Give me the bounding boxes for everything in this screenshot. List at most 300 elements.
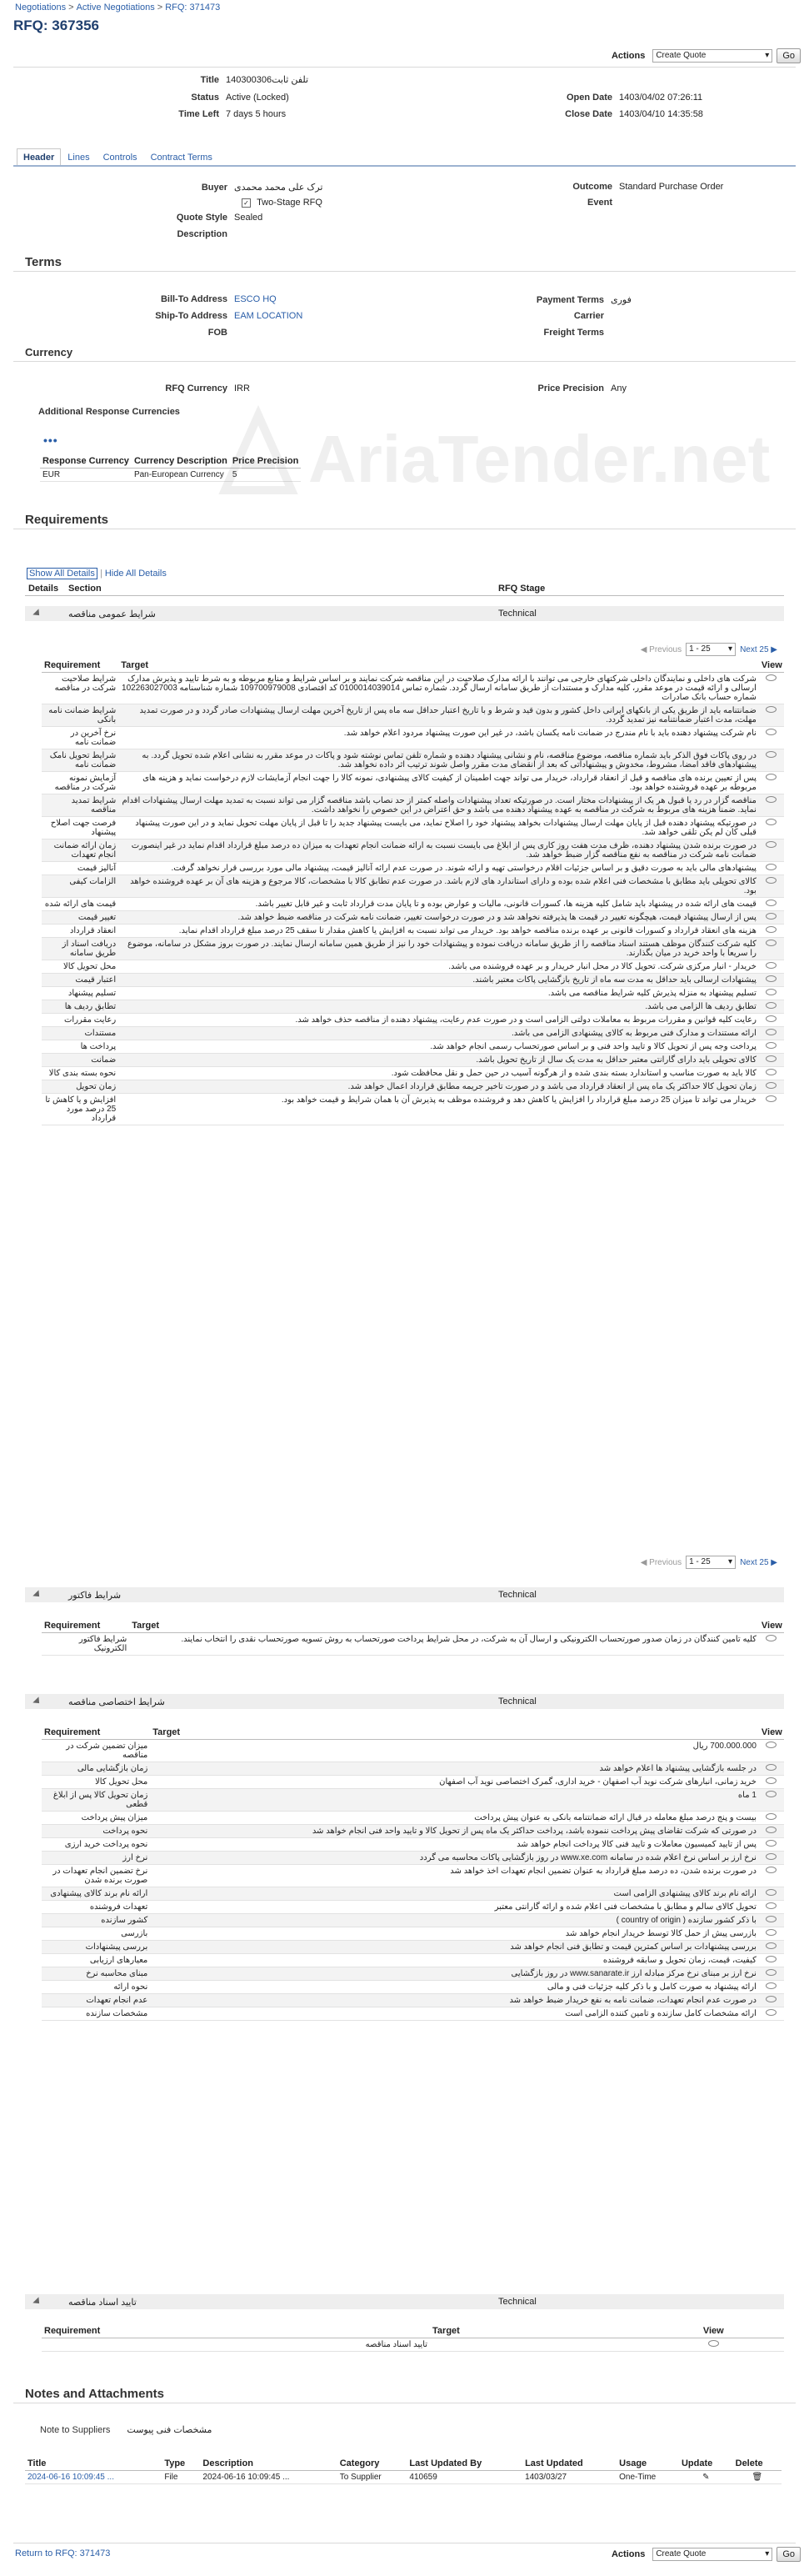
col-view: View <box>643 2324 784 2338</box>
rfq-currency-field: RFQ Currency IRR <box>165 383 250 393</box>
requirement-name: تسلیم پیشنهاد <box>42 987 118 1000</box>
chevron-down-icon: ▾ <box>728 644 733 654</box>
actions-bar-bottom <box>612 2547 801 2562</box>
requirement-name: کشور سازنده <box>42 1914 150 1927</box>
requirement-row <box>42 1633 784 1656</box>
requirement-row <box>42 1852 784 1865</box>
view-eye-icon[interactable] <box>766 1982 777 1989</box>
page-title: RFQ: 367356 <box>13 18 99 33</box>
watermark-logo <box>192 398 771 507</box>
requirement-name: مشخصات سازنده <box>42 2007 150 2021</box>
requirement-target: ارائه مستندات و مدارک فنی مربوط به کالای پیشنهادی الزامی می باشد. <box>118 1027 759 1040</box>
view-eye-icon[interactable] <box>766 1029 777 1035</box>
col-delete: Delete <box>733 2457 782 2471</box>
requirement-name: عدم انجام تعهدات <box>42 1994 150 2007</box>
col-usage[interactable]: Usage <box>617 2457 679 2471</box>
requirement-name: دریافت اسناد از طریق سامانه <box>42 938 118 960</box>
requirement-row <box>42 673 784 704</box>
requirement-target: کالای تحویلی باید مطابق با مشخصات فنی اعلام شده بوده و دارای استاندارد های لازم باشد. در صورت عدم تطابق کالا با مشخصات، کالا مرجوع و هزینه های آن بر عهده فروشنده خواهد بود. <box>118 875 759 898</box>
requirement-row <box>42 925 784 938</box>
view-eye-icon[interactable] <box>766 1082 777 1089</box>
requirement-row <box>42 1027 784 1040</box>
tab-lines[interactable]: Lines <box>67 153 90 163</box>
freight-terms-field: Freight Terms <box>543 328 604 338</box>
requirement-name: محل تحویل کالا <box>42 1776 150 1789</box>
requirement-row <box>42 1789 784 1812</box>
previous-link: ◀ Previous <box>640 1557 682 1567</box>
requirement-name: تغییر قیمت <box>42 911 118 925</box>
page-range-select[interactable]: 1 - 25 ▾ <box>686 1556 736 1569</box>
requirement-target: کلیه شرکت کنندگان موظف هستند اسناد مناقصه را از طریق سامانه دریافت نموده و پیشنهادات خود را نیز از طریق همین سامانه ارسال نمایند. در صورت بروز مشکل در سامانه، موضوع را سریعا با واحد خرید در میان بگذارند. <box>118 938 759 960</box>
requirements-table <box>42 2324 784 2352</box>
view-eye-icon[interactable] <box>766 1635 777 1641</box>
requirement-row <box>42 1887 784 1901</box>
view-eye-icon[interactable] <box>766 1840 777 1847</box>
breadcrumb-separator: > <box>157 3 163 13</box>
requirement-name: افزایش و یا کاهش تا 25 درصد مورد قرارداد <box>42 1094 118 1125</box>
view-eye-icon[interactable] <box>766 1969 777 1976</box>
breadcrumb <box>15 3 220 13</box>
ship-to-link[interactable]: EAM LOCATION <box>234 311 303 321</box>
view-eye-icon[interactable] <box>766 1777 777 1784</box>
two-stage-checkbox: ✓ <box>242 198 251 208</box>
requirement-row <box>42 794 784 817</box>
requirement-target: در صورت عدم انجام تعهدات، ضمانت نامه به نفع خریدار ضبط خواهد شد <box>150 1994 759 2007</box>
requirement-target: در صورت برنده شدن، ده درصد مبلغ قرارداد به عنوان تضمین انجام تعهدات اخذ خواهد شد <box>150 1865 759 1887</box>
requirement-target: کلیه تامین کنندگان در زمان صدور صورتحساب الکترونیکی و ارسال آن به شرکت، در محل شرایط پرداخت صورتحساب به روش تسویه صورتحساب نقدی را انتخاب نمایند. <box>129 1633 759 1656</box>
view-eye-icon[interactable] <box>766 841 777 848</box>
view-eye-icon[interactable] <box>766 1902 777 1909</box>
requirement-name: فرصت جهت اصلاح پیشنهاد <box>42 817 118 839</box>
tab-controls[interactable]: Controls <box>102 153 137 163</box>
status-field: Status Active (Locked) <box>191 93 289 103</box>
bill-to-field: Bill-To Address ESCO HQ <box>160 294 277 304</box>
go-button[interactable]: Go <box>777 48 801 63</box>
requirement-name: ارائه نام برند کالای پیشنهادی <box>42 1887 150 1901</box>
requirement-target: ارائه مشخصات کامل سازنده و تامین کننده الزامی است <box>150 2007 759 2021</box>
requirement-target: پیشنهادات ارسالی باید حداقل به مدت سه ماه از تاریخ بازگشایی پاکات معتبر باشند. <box>118 974 759 987</box>
requirements-heading: Requirements <box>25 513 109 527</box>
currency-heading: Currency <box>25 346 73 358</box>
view-eye-icon[interactable] <box>766 1742 777 1748</box>
requirement-name: زمان بازگشایی مالی <box>42 1762 150 1776</box>
table-row: EUR Pan-European Currency 5 <box>40 469 301 482</box>
view-eye-icon[interactable] <box>766 1042 777 1049</box>
requirement-target: پس از ارسال پیشنهاد قیمت، هیچگونه تغییر در قیمت ها پذیرفته نخواهد شد و در صورت درخواست تغییر، ضمانت نامه شرکت در مناقصه ضبط خواهد شد. <box>118 911 759 925</box>
col-target: Target <box>430 2324 643 2338</box>
col-target: Target <box>150 1726 759 1740</box>
collapse-triangle-icon[interactable] <box>32 609 42 618</box>
requirement-name: نرخ آخرین در ضمانت نامه <box>42 727 118 749</box>
tab-header[interactable]: Header <box>17 148 61 166</box>
pagination <box>641 643 777 656</box>
section-name: شرایط فاکتور <box>68 1590 122 1601</box>
actions-bar-top <box>612 48 801 63</box>
requirement-target: پس از تایید کمیسیون معاملات و تایید فنی کالا پرداخت انجام خواهد شد <box>150 1838 759 1852</box>
requirement-target: خرید زمانی، انبارهای شرکت نوید آب اصفهان - خرید اداری، گمرک اختصاصی نوید آب اصفهان <box>150 1776 759 1789</box>
view-eye-icon[interactable] <box>766 796 777 803</box>
requirement-name: شرایط فاکتور الکترونیک <box>42 1633 129 1656</box>
view-eye-icon[interactable] <box>766 1813 777 1820</box>
requirement-row <box>42 1838 784 1852</box>
col-type[interactable]: Type <box>162 2457 200 2471</box>
requirement-name: نرخ تضمین انجام تعهدات در صورت برنده شدن <box>42 1865 150 1887</box>
requirement-name: اعتبار قیمت <box>42 974 118 987</box>
requirement-target: بیست و پنج درصد مبلغ معامله در قبال ارائه ضمانتنامه بانکی به عنوان پیش پرداخت <box>150 1812 759 1825</box>
requirement-target: 1 ماه <box>150 1789 759 1812</box>
requirement-name: نحوه ارائه <box>42 1981 150 1994</box>
description-field: Description <box>177 229 227 239</box>
col-target: Target <box>118 659 759 673</box>
requirement-row <box>42 817 784 839</box>
carrier-field: Carrier <box>573 311 604 321</box>
view-eye-icon[interactable] <box>766 1942 777 1949</box>
requirement-row <box>42 749 784 772</box>
requirement-target: پیشنهادهای مالی باید به صورت دقیق و بر اساس جزئیات اقلام درخواستی تهیه و ارائه شوند. در صورت عدم ارائه آنالیز قیمت، پیشنهاد مالی مورد بررسی قرار نخواهد گرفت. <box>118 862 759 875</box>
requirement-target: نرخ ارز بر مبنای نرخ مرکز مبادله ارز www.sanarate.ir در روز بازگشایی <box>150 1967 759 1981</box>
view-eye-icon[interactable] <box>766 2009 777 2016</box>
requirement-row <box>42 1941 784 1954</box>
requirement-target: در صورت برنده شدن پیشنهاد دهنده، ظرف مدت هفت روز کاری پس از ابلاغ می بایست نسبت به ارائه ضمانت انجام تعهدات به میزان ده درصد مبلغ قرارداد اقدام نماید در غیر اینصورت ضمانت نامه شرکت در مناقصه به نفع مناقصه گزار ضبط خواهد شد. <box>118 839 759 862</box>
next-link[interactable]: Next 25 ▶ <box>740 1557 777 1567</box>
view-eye-icon[interactable] <box>766 1956 777 1962</box>
additional-currencies-heading: Additional Response Currencies <box>38 407 180 417</box>
go-button[interactable]: Go <box>777 2547 801 2562</box>
requirement-name: شرایط صلاحیت شرکت در مناقصه <box>42 673 118 704</box>
requirement-row <box>42 1825 784 1838</box>
tab-bar <box>17 148 219 166</box>
requirement-name: میزان پیش پرداخت <box>42 1812 150 1825</box>
fob-field: FOB <box>207 328 227 338</box>
outcome-field: Outcome Standard Purchase Order <box>572 182 724 192</box>
view-eye-icon[interactable] <box>766 751 777 758</box>
requirement-row <box>42 862 784 875</box>
requirement-target: رعایت کلیه قوانین و مقررات مربوط به معاملات دولتی الزامی است و در صورت عدم رعایت، پیشنهاد دهنده از مناقصه حذف خواهد شد. <box>118 1014 759 1027</box>
col-last-updated-by[interactable]: Last Updated By <box>407 2457 522 2471</box>
requirement-name: بازرسی <box>42 1927 150 1941</box>
col-currency-description: Currency Description <box>132 454 230 469</box>
col-response-currency: Response Currency <box>40 454 132 469</box>
requirement-target: کالای تحویلی باید دارای گارانتی معتبر حداقل به مدت یک سال از تاریخ تحویل باشد. <box>118 1054 759 1067</box>
col-category[interactable]: Category <box>337 2457 407 2471</box>
view-eye-icon[interactable] <box>766 864 777 870</box>
requirement-row <box>42 974 784 987</box>
tab-underline <box>13 165 796 167</box>
requirement-name: زمان تحویل <box>42 1080 118 1094</box>
more-icon[interactable]: ••• <box>43 434 58 447</box>
chevron-down-icon: ▾ <box>728 1557 733 1566</box>
requirement-row <box>42 2007 784 2021</box>
open-date-field: Open Date 1403/04/02 07:26:11 <box>566 93 703 103</box>
quote-style-field: Quote Style Sealed <box>176 213 263 223</box>
view-eye-icon[interactable] <box>766 962 777 969</box>
requirement-name: معیارهای ارزیابی <box>42 1954 150 1967</box>
requirement-name: میزان تضمین شرکت در مناقصه <box>42 1740 150 1762</box>
requirement-name: تعهدات فروشنده <box>42 1901 150 1914</box>
requirement-name: آنالیز قیمت <box>42 862 118 875</box>
requirement-name: شرایط تحویل نامک ضمانت نامه <box>42 749 118 772</box>
view-eye-icon[interactable] <box>766 1916 777 1922</box>
section-stage: Technical <box>498 609 537 619</box>
view-eye-icon[interactable] <box>766 926 777 933</box>
section-name: شرایط عمومی مناقصه <box>68 609 156 619</box>
requirement-name: قیمت های ارائه شده <box>42 898 118 911</box>
pencil-icon[interactable]: ✎ <box>679 2471 733 2484</box>
requirements-table-wrapper <box>42 1726 784 2284</box>
requirement-row <box>42 1865 784 1887</box>
view-eye-icon[interactable] <box>766 877 777 884</box>
view-eye-icon[interactable] <box>766 1055 777 1062</box>
collapse-triangle-icon[interactable] <box>32 1590 42 1599</box>
divider <box>13 67 796 68</box>
requirement-row <box>42 1776 784 1789</box>
requirement-name: تایید اسناد مناقصه <box>42 2338 430 2352</box>
requirement-target: بررسی پیشنهادات بر اساس کمترین قیمت و تطابق فنی انجام خواهد شد <box>150 1941 759 1954</box>
requirement-row <box>42 960 784 974</box>
section-name: شرایط اختصاصی مناقصه <box>68 1696 165 1707</box>
view-eye-icon[interactable] <box>766 674 777 681</box>
requirement-row <box>42 839 784 862</box>
requirement-name: مبنای محاسبه نرخ <box>42 1967 150 1981</box>
collapse-triangle-icon[interactable] <box>32 1696 42 1706</box>
requirement-target: ارائه پیشنهاد به صورت کامل و با ذکر کلیه جزئیات فنی و مالی <box>150 1981 759 1994</box>
requirement-name: نحوه پرداخت <box>42 1825 150 1838</box>
next-link[interactable]: Next 25 ▶ <box>740 644 777 654</box>
view-eye-icon[interactable] <box>766 1853 777 1860</box>
requirement-row <box>42 772 784 794</box>
requirements-table <box>42 1619 784 1656</box>
requirement-section-row[interactable] <box>25 1694 784 1709</box>
requirement-row <box>42 1994 784 2007</box>
divider <box>13 271 796 272</box>
requirements-table <box>42 659 784 1125</box>
requirement-target: با ذکر کشور سازنده ( country of origin ) <box>150 1914 759 1927</box>
requirement-target: 700.000.000 ریال <box>150 1740 759 1762</box>
requirement-name: محل تحویل کالا <box>42 960 118 974</box>
col-description[interactable]: Description <box>200 2457 337 2471</box>
requirement-row <box>42 1914 784 1927</box>
view-eye-icon[interactable] <box>766 1069 777 1075</box>
section-name: تایید اسناد مناقصه <box>68 2297 137 2308</box>
watermark-text: AriaTender.net <box>308 422 771 496</box>
requirement-name: شرایط ضمانت نامه بانکی <box>42 704 118 727</box>
requirement-row <box>42 1080 784 1094</box>
view-eye-icon[interactable] <box>766 900 777 906</box>
requirement-row <box>42 938 784 960</box>
requirement-row <box>42 1000 784 1014</box>
requirement-name: زمان تحویل کالا پس از ابلاغ قطعی <box>42 1789 150 1812</box>
payment-terms-field: Payment Terms فوری <box>536 295 632 305</box>
requirement-target: خریدار - انبار مرکزی شرکت. تحویل کالا در محل انبار خریدار و بر عهده فروشنده می باشد. <box>118 960 759 974</box>
trash-icon[interactable]: 🗑 <box>733 2471 782 2484</box>
previous-link: ◀ Previous <box>640 644 682 654</box>
view-eye-icon[interactable] <box>766 940 777 946</box>
pagination <box>641 1556 777 1569</box>
bill-to-link[interactable]: ESCO HQ <box>234 294 277 304</box>
requirement-target: پرداخت وجه پس از تحویل کالا و تایید واحد فنی و بر اساس صورتحساب رسمی انجام خواهد شد. <box>118 1040 759 1054</box>
view-eye-icon[interactable] <box>766 1095 777 1102</box>
requirement-name: ضمانت <box>42 1054 118 1067</box>
notes-heading: Notes and Attachments <box>25 2387 164 2401</box>
requirement-name: پرداخت ها <box>42 1040 118 1054</box>
col-view: View <box>759 659 784 673</box>
view-eye-icon[interactable] <box>766 1764 777 1771</box>
col-target: Target <box>129 1619 759 1633</box>
view-eye-icon[interactable] <box>766 1889 777 1896</box>
divider <box>13 361 796 362</box>
col-requirement: Requirement <box>42 1726 150 1740</box>
requirement-row <box>42 911 784 925</box>
chevron-down-icon: ▾ <box>765 2549 770 2558</box>
requirement-row <box>42 1054 784 1067</box>
show-all-details-link[interactable]: Show All Details <box>27 568 97 579</box>
tab-contract-terms[interactable]: Contract Terms <box>150 153 212 163</box>
requirement-target: ضمانتنامه باید از طریق یکی از بانکهای ایرانی داخل کشور و بدون قید و شرط و با تاریخ اعتبار حداقل سه ماه پس از تاریخ آخرین مهلت ارسال پیشنهادات صادر گردد و در صورت تمدید مهلت، مدت اعتبار ضمانتنامه نیز تمدید گردد. <box>118 704 759 727</box>
close-date-field: Close Date 1403/04/10 14:35:58 <box>565 109 703 119</box>
requirement-name: انعقاد قرارداد <box>42 925 118 938</box>
price-precision-field: Price Precision Any <box>537 383 627 393</box>
requirement-name: نحوه پرداخت خرید ارزی <box>42 1838 150 1852</box>
requirement-name: آزمایش نمونه شرکت در مناقصه <box>42 772 118 794</box>
actions-label: Actions <box>611 51 646 61</box>
requirement-row <box>42 1954 784 1967</box>
return-link[interactable]: Return to RFQ: 371473 <box>15 2548 111 2558</box>
note-to-suppliers-field: Note to Suppliers مشخصات فنی پیوست <box>40 2425 212 2435</box>
breadcrumb-separator: > <box>68 3 74 13</box>
requirement-name: مستندات <box>42 1027 118 1040</box>
view-eye-icon[interactable] <box>766 819 777 825</box>
requirement-target: نام شرکت پیشنهاد دهنده باید با نام مندرج در ضمانت نامه یکسان باشد، در غیر این صورت پیشنهاد مردود اعلام خواهد شد. <box>118 727 759 749</box>
view-eye-icon[interactable] <box>766 1929 777 1936</box>
section-stage: Technical <box>498 1590 537 1600</box>
col-title[interactable]: Title <box>25 2457 162 2471</box>
ship-to-field: Ship-To Address EAM LOCATION <box>155 311 303 321</box>
requirement-target: زمان تحویل کالا حداکثر یک ماه پس از انعقاد قرارداد می باشد و در صورت تاخیر جریمه مطابق قرارداد اعمال خواهد شد. <box>118 1080 759 1094</box>
view-eye-icon[interactable] <box>766 1002 777 1009</box>
hide-all-details-link[interactable]: Hide All Details <box>104 569 167 579</box>
requirement-name: بررسی پیشنهادات <box>42 1941 150 1954</box>
view-eye-icon[interactable] <box>708 2340 719 2347</box>
requirement-target: تحویل کالای سالم و مطابق با مشخصات فنی اعلام شده و ارائه گارانتی معتبر <box>150 1901 759 1914</box>
view-eye-icon[interactable] <box>766 729 777 735</box>
requirement-target: خریدار می تواند تا میزان 25 درصد مبلغ قرارداد را افزایش یا کاهش دهد و فروشنده موظف به پذیرش آن با همان شرایط و قیمت خواهد بود. <box>118 1094 759 1125</box>
requirement-row <box>42 2338 784 2352</box>
view-eye-icon[interactable] <box>766 1015 777 1022</box>
requirement-row <box>42 1094 784 1125</box>
chevron-down-icon: ▾ <box>765 51 770 60</box>
time-left-field: Time Left 7 days 5 hours <box>178 109 287 119</box>
actions-select[interactable]: Create Quote ▾ <box>652 49 772 63</box>
requirement-row <box>42 1762 784 1776</box>
section-stage: Technical <box>498 1696 537 1706</box>
requirement-target: تسلیم پیشنهاد به منزله پذیرش کلیه شرایط مناقصه می باشد. <box>118 987 759 1000</box>
requirement-name: نرخ ارز <box>42 1852 150 1865</box>
attachment-title-link[interactable]: 2024-06-16 10:09:45 ... <box>25 2471 162 2484</box>
col-requirement: Requirement <box>42 1619 129 1633</box>
event-field: Event <box>587 198 612 208</box>
requirement-row <box>42 1981 784 1994</box>
details-toggle-links: Show All Details | Hide All Details <box>27 569 167 579</box>
requirement-row <box>42 727 784 749</box>
requirement-section-row[interactable] <box>25 2294 784 2309</box>
requirement-target: تطابق ردیف ها الزامی می باشد. <box>118 1000 759 1014</box>
requirement-row <box>42 1014 784 1027</box>
view-eye-icon[interactable] <box>766 1996 777 2002</box>
requirement-name: تطابق ردیف ها <box>42 1000 118 1014</box>
terms-heading: Terms <box>25 255 62 269</box>
view-eye-icon[interactable] <box>766 706 777 713</box>
requirement-target: شرکت های داخلی و نمایندگان داخلی شرکتهای خارجی می توانند با ارائه مدارک صلاحیت در این مناقصه شرکت نمایند و بر اساس شرایط و منابع مربوطه و به شرط تایید و پذیرش مدارک ارسالی و ارائه قیمت در موعد مقرر، کلیه مدارک و مستندات از طریق سامانه ارسال گردد. شماره تماس 0100014039014 کد اقتصادی 109700979008 شماره شناسنامه 102263027003 شماره حساب بانک صادرات <box>118 673 759 704</box>
view-eye-icon[interactable] <box>766 774 777 780</box>
requirements-table <box>42 1726 784 2021</box>
breadcrumb-active-negotiations[interactable]: Active Negotiations <box>76 3 155 13</box>
col-update: Update <box>679 2457 733 2471</box>
actions-label: Actions <box>611 2549 646 2559</box>
requirements-table-wrapper <box>42 2324 784 2358</box>
requirement-name: الزامات کیفی <box>42 875 118 898</box>
requirement-target: هزینه های انعقاد قرارداد و کسورات قانونی بر عهده برنده مناقصه خواهد بود. خریدار می تواند نسبت به افزایش یا کاهش مقدار تا سقف 25 درصد مبلغ قرارداد اقدام نماید. <box>118 925 759 938</box>
requirement-row <box>42 898 784 911</box>
col-requirement: Requirement <box>42 659 118 673</box>
requirement-target <box>430 2338 643 2352</box>
requirement-row <box>42 1040 784 1054</box>
actions-select[interactable]: Create Quote ▾ <box>652 2548 772 2561</box>
view-eye-icon[interactable] <box>766 989 777 995</box>
requirement-row <box>42 1740 784 1762</box>
requirement-row <box>42 1901 784 1914</box>
col-price-precision: Price Precision <box>230 454 302 469</box>
view-eye-icon[interactable] <box>766 1827 777 1833</box>
requirement-target: در صورتی که شرکت تقاضای پیش پرداخت ننموده باشد، پرداخت حداکثر یک ماه پس از تحویل کالا و تایید واحد فنی انجام خواهد شد <box>150 1825 759 1838</box>
col-last-updated[interactable]: Last Updated <box>522 2457 617 2471</box>
view-eye-icon[interactable] <box>766 1791 777 1797</box>
attachments-table <box>25 2457 782 2484</box>
requirement-target: قیمت های ارائه شده در پیشنهاد باید شامل کلیه هزینه ها، کسورات قانونی، مالیات و عوارض بوده و تا پایان مدت قرارداد ثابت و غیر قابل تغییر باشد. <box>118 898 759 911</box>
requirement-row <box>42 704 784 727</box>
two-stage-field: ✓ Two-Stage RFQ <box>242 198 322 208</box>
sections-header: Details Section RFQ Stage <box>25 583 784 596</box>
requirements-table-wrapper <box>42 1619 784 1666</box>
buyer-field: Buyer ترک علی محمد محمدی <box>201 183 323 193</box>
view-eye-icon[interactable] <box>766 975 777 982</box>
requirement-section-row[interactable] <box>25 606 784 621</box>
view-eye-icon[interactable] <box>766 1867 777 1873</box>
requirement-target: پس از تعیین برنده های مناقصه و قبل از انعقاد قرارداد، خریدار می تواند جهت اطمینان از کیفیت کالای پیشنهادی، نمونه کالا را جهت انجام آزمایشات لازم درخواست نماید و هزینه های مربوطه بر عهده فروشنده خواهد بود. <box>118 772 759 794</box>
requirement-target: کیفیت، قیمت، زمان تحویل و سابقه فروشنده <box>150 1954 759 1967</box>
requirement-target: در صورتیکه پیشنهاد دهنده قبل از پایان مهلت ارسال پیشنهادات بخواهد پیشنهاد خود را اصلاح نماید، می بایست پیشنهاد جدید را تا قبل از پایان مهلت تحویل نماید و در این صورت پیشنهاد قبلی کان لم یکن تلقی خواهد شد. <box>118 817 759 839</box>
requirement-target: بازرسی پیش از حمل کالا توسط خریدار انجام خواهد شد <box>150 1927 759 1941</box>
view-eye-icon[interactable] <box>766 913 777 920</box>
col-view: View <box>759 1619 784 1633</box>
requirement-target: ارائه نام برند کالای پیشنهادی الزامی است <box>150 1887 759 1901</box>
collapse-triangle-icon[interactable] <box>32 2297 42 2306</box>
currency-table <box>40 454 301 482</box>
requirement-name: رعایت مقررات <box>42 1014 118 1027</box>
requirement-row <box>42 1812 784 1825</box>
table-row: 2024-06-16 10:09:45 ... File 2024-06-16 10:09:45 ... To Supplier 410659 1403/03/27 One-Time ✎ 🗑 <box>25 2471 782 2484</box>
requirement-name: زمان ارائه ضمانت انجام تعهدات <box>42 839 118 862</box>
title-field: Title 140300306تلفن ثابت <box>200 75 309 85</box>
requirement-target: در روی پاکات فوق الذکر باید شماره مناقصه، موضوع مناقصه، نام و نشانی پیشنهاد دهنده و شماره تلفن تماس نوشته شود و پاکات در موعد مقرر به نشانی اعلام شده تحویل گردد. به پیشنهادهای فاقد امضا، مشروط، مخدوش و پیشنهاداتی که بعد از انقضای مدت مقرر واصل شوند ترتیب اثر داده نخواهد شد. <box>118 749 759 772</box>
requirement-target: نرخ ارز بر اساس نرخ اعلام شده در سامانه www.xe.com در روز بازگشایی پاکات محاسبه می گردد <box>150 1852 759 1865</box>
breadcrumb-rfq[interactable]: RFQ: 371473 <box>165 3 221 13</box>
requirement-row <box>42 1927 784 1941</box>
breadcrumb-negotiations[interactable]: Negotiations <box>15 3 67 13</box>
page-range-select[interactable]: 1 - 25 ▾ <box>686 643 736 656</box>
requirement-section-row[interactable] <box>25 1587 784 1602</box>
requirement-row <box>42 1967 784 1981</box>
col-view: View <box>759 1726 784 1740</box>
